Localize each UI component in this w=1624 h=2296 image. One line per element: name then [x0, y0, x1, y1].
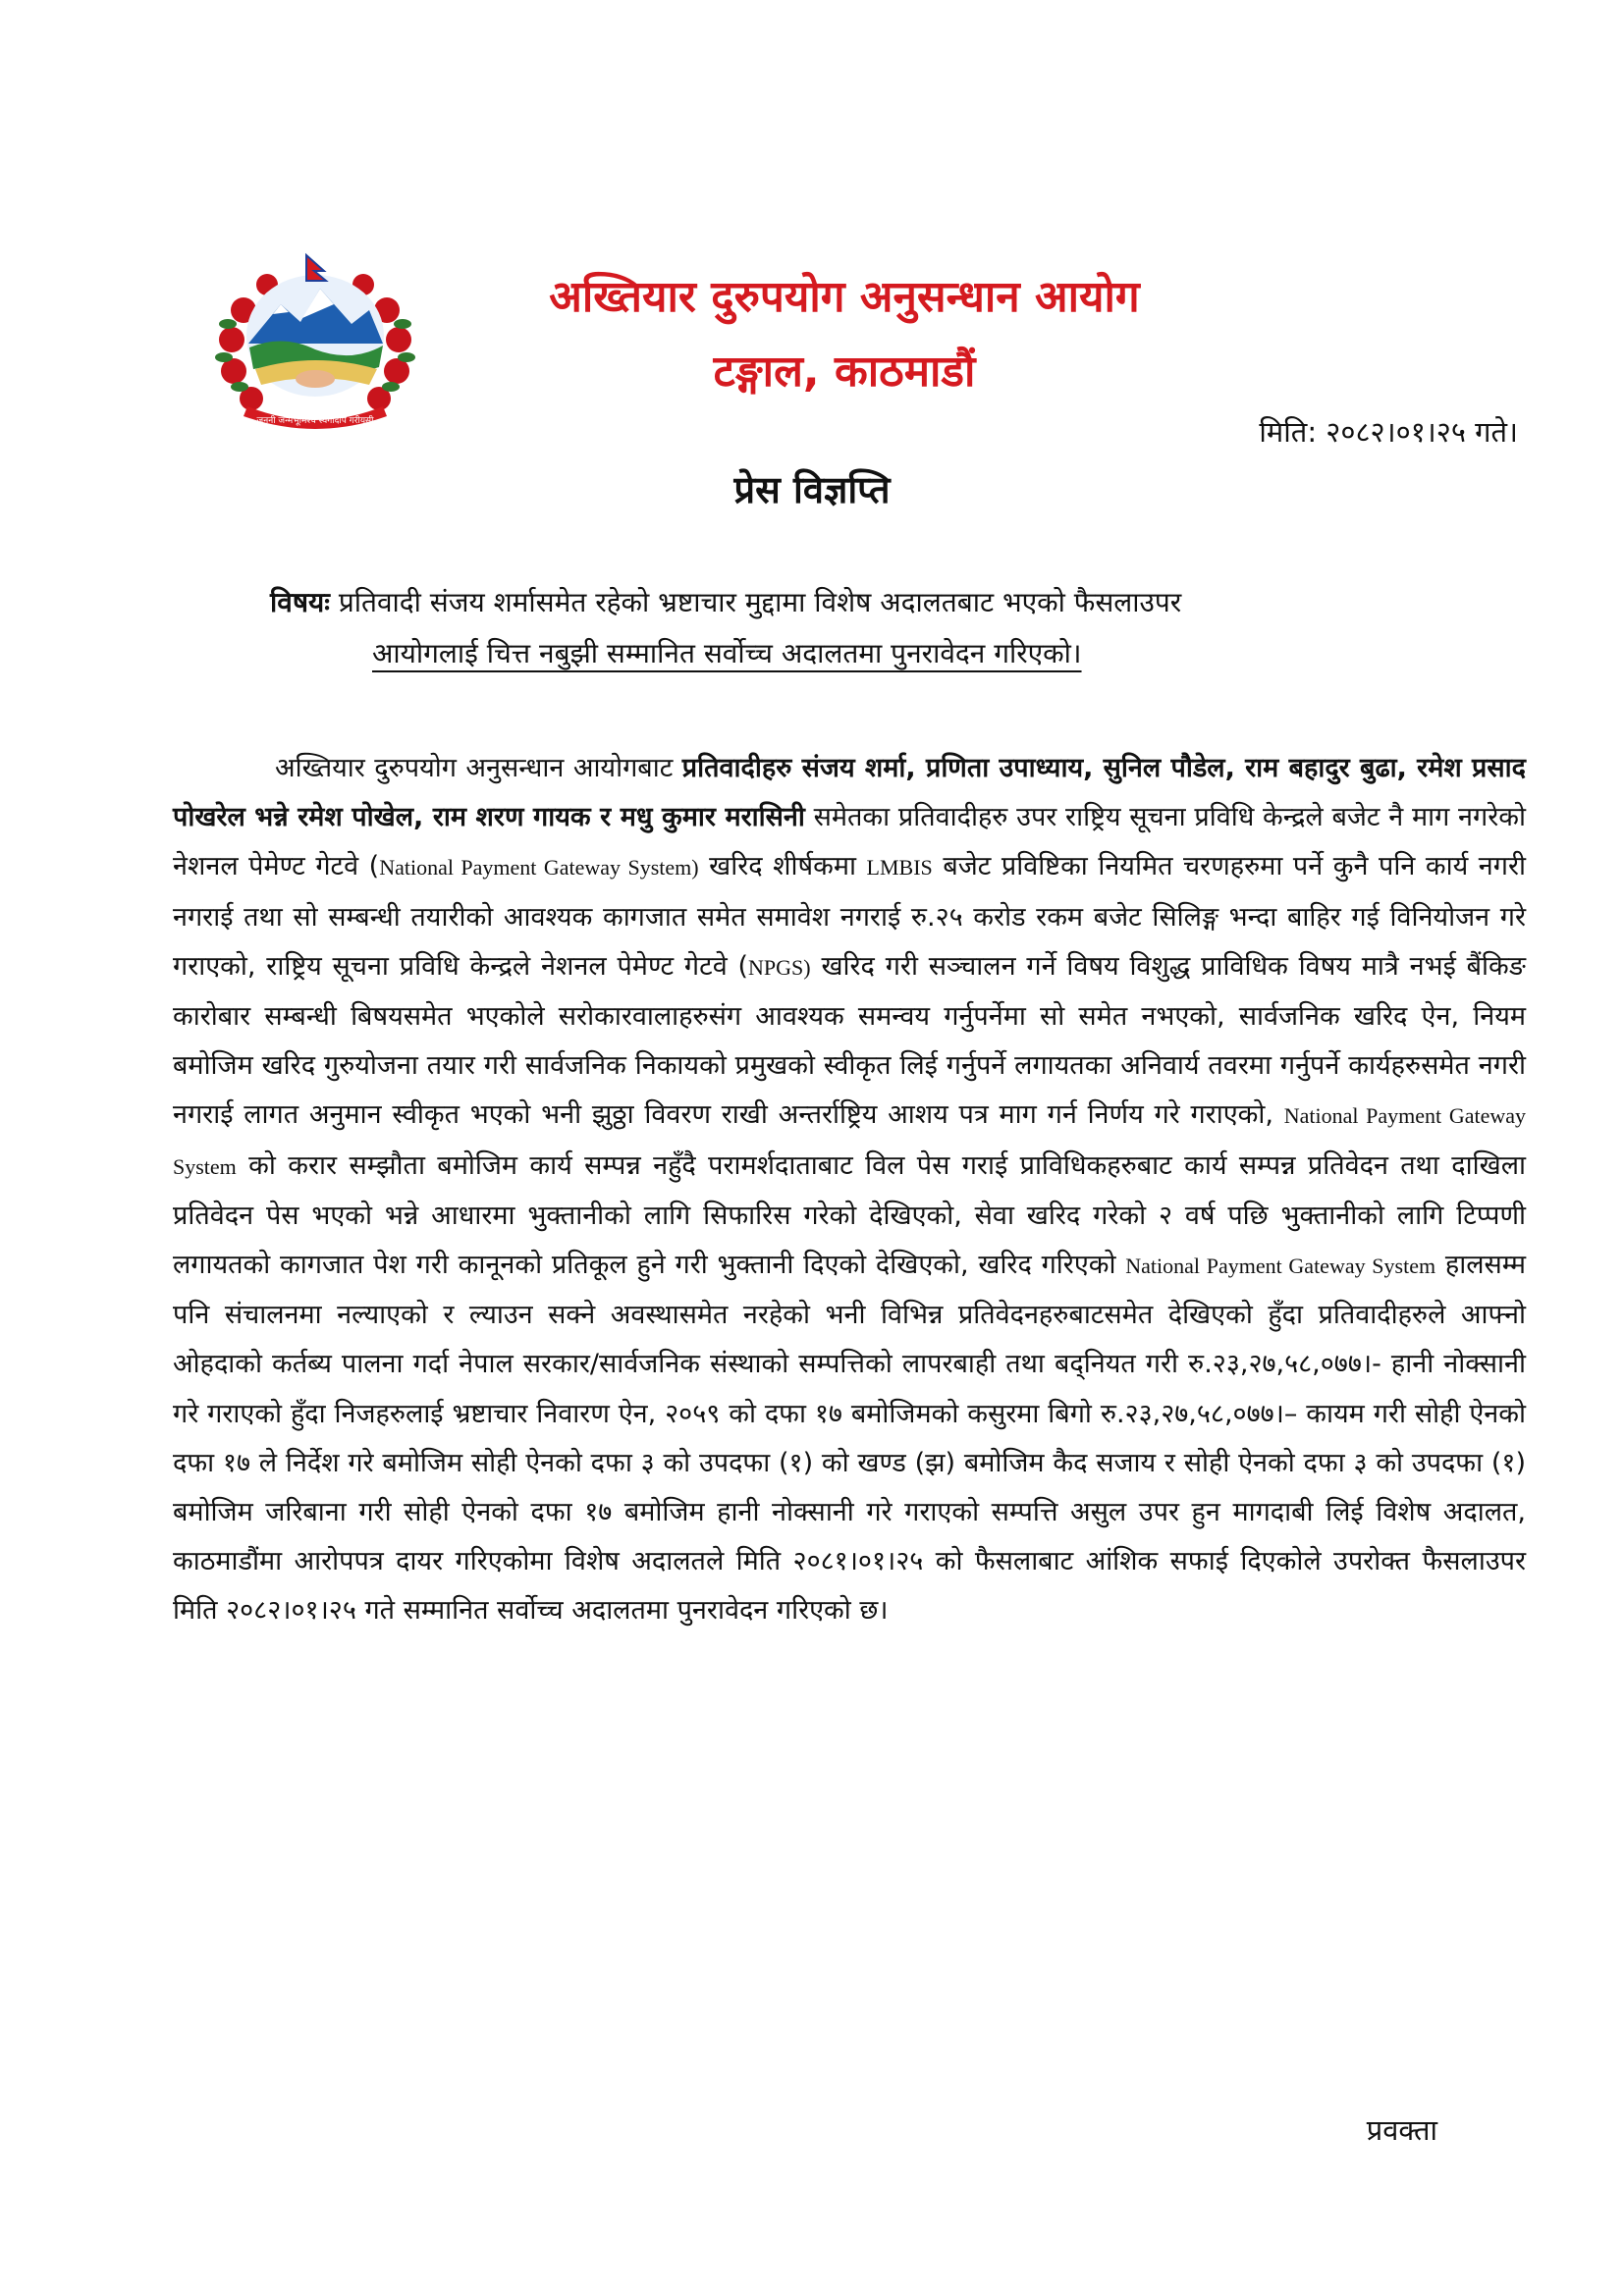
organization-location: टङ्गाल, काठमाडौं: [713, 347, 976, 397]
body-english-term: NPGS): [748, 954, 811, 980]
body-english-term: National Payment Gateway System: [1125, 1254, 1436, 1279]
body-segment: समेतका प्रतिवादीहरु उपर राष्ट्रिय सूचना प्रविधि केन्द्रले बजेट नै माग नगरेको नेशनल पेमेण्ट गेटवे (: [173, 802, 1526, 882]
defendants-names: प्रतिवादीहरु संजय शर्मा, प्रणिता उपाध्याय, सुनिल पौडेल, राम बहादुर बुढा, रमेश प्रसाद पोखरेल भन्ने रमेश पोखेल, राम शरण गायक र मधु कुमार मरासिनी: [173, 753, 1526, 833]
organization-name: अख्तियार दुरुपयोग अनुसन्धान आयोग: [549, 272, 1140, 322]
spokesperson-signature: प्रवक्ता: [1366, 2113, 1437, 2147]
body-segment: बजेट प्रविष्टिका नियमित चरणहरुमा पर्ने कुनै पनि कार्य नगरी नगराई तथा सो सम्बन्धी तयारीको आवश्यक कागजात समेत समावेश नगराई रु.२५ करोड रकम बजेट सिलिङ्ग भन्दा बाहिर गई विनियोजन गरे गराएको, राष्ट्रिय सूचना प्रविधि केन्द्रले नेशनल पेमेण्ट गेटवे (: [173, 851, 1526, 982]
letterhead: [461, 263, 1227, 402]
body-segment: हालसम्म पनि संचालनमा नल्याएको र ल्याउन सक्ने अवस्थासमेत नरहेको भनी विभिन्न प्रतिवेदनहरुबाटसमेत देखिएको हुँदा प्रतिवादीहरुले आफ्नो ओहदाको कर्तब्य पालना गर्दा नेपाल सरकार/सार्वजनिक संस्थाको सम्पत्तिको लापरबाही तथा बद्नियत गरी रु.२३,२७,५८,०७७।- हानी नोक्सानी गरे गराएको हुँदा निजहरुलाई भ्रष्टाचार निवारण ऐन, २०५९ को दफा १७ बमोजिमको कसुरमा बिगो रु.२३,२७,५८,०७७।– कायम गरी सोही ऐनको दफा १७ ले निर्देश गरे बमोजिम सोही ऐनको दफा ३ को उपदफा (१) को खण्ड (झ) बमोजिम कैद सजाय र सोही ऐनको दफा ३ को उपदफा (१) बमोजिम जरिबाना गरी सोही ऐनको दफा १७ बमोजिम हानी नोक्सानी गरे गराएको सम्पत्ति असुल उपर हुन मागदाबी लिई विशेष अदालत, काठमाडौंमा आरोपपत्र दायर गरिएकोमा विशेष अदालतले मिति २०८१।०१।२५ को फैसलाबाट आंशिक सफाई दिएकोले उपरोक्त फैसलाउपर मिति २०८२।०१।२५ गते सम्मानित सर्वोच्च अदालतमा पुनरावेदन गरिएको छ।: [173, 1250, 1526, 1627]
subject-text-line2: आयोगलाई चित्त नबुझी सम्मानित सर्वोच्च अदालतमा पुनरावेदन गरिएको।: [372, 637, 1082, 669]
body-segment: खरिद गरी सञ्चालन गर्ने विषय विशुद्ध प्राविधिक विषय मात्रै नभई बैंकिङ कारोबार सम्बन्धी बिषयसमेत भएकोले सरोकारवालाहरुसंग आवश्यक समन्वय गर्नुपर्नेमा सो समेत नभएको, सार्वजनिक खरिद ऐन, नियम बमोजिम खरिद गुरुयोजना तयार गरी सार्वजनिक निकायको प्रमुखको स्वीकृत लिई गर्नुपर्ने लगायतका अनिवार्य तवरमा गर्नुपर्ने कार्यहरुसमेत नगरी नगराई लागत अनुमान स्वीकृत भएको भनी झुठ्ठा विवरण राखी अन्तर्राष्ट्रिय आशय पत्र माग गर्न निर्णय गरे गराएको,: [173, 950, 1526, 1131]
subject-text-line1: प्रतिवादी संजय शर्मासमेत रहेको भ्रष्टाचार मुद्दामा विशेष अदालतबाट भएको फैसलाउपर: [338, 586, 1182, 618]
body-english-term: National Payment Gateway System: [173, 1103, 1526, 1179]
document-date: मिति: २०८२।०१।२५ गते।: [1259, 415, 1518, 449]
nepal-government-emblem-icon: [204, 241, 426, 434]
body-segment: अख्तियार दुरुपयोग अनुसन्धान आयोगबाट: [275, 753, 674, 783]
body-english-term: National Payment Gateway System): [379, 855, 699, 881]
body-segment: को करार सम्झौता बमोजिम कार्य सम्पन्न नहुँदै परामर्शदाताबाट विल पेस गराई प्राविधिकहरुबाट कार्य सम्पन्न प्रतिवेदन तथा दाखिला प्रतिवेदन पेस भएको भन्ने आधारमा भुक्तानीको लागि सिफारिस गरेको देखिएको, सेवा खरिद गरेको २ वर्ष पछि भुक्तानीको लागि टिप्पणी लगायतको कागजात पेश गरी कानूनको प्रतिकूल हुने गरी भुक्तानी दिएको देखिएको, खरिद गरिएको: [173, 1149, 1526, 1281]
body-segment: खरिद शीर्षकमा: [709, 851, 856, 882]
emblem-motto: जननी जन्मभूमिश्च स्वर्गादपि गरीयसी: [256, 416, 374, 426]
body-paragraph: [173, 744, 1526, 1636]
subject-label: विषयः: [270, 586, 330, 618]
document-title: प्रेस विज्ञप्ति: [733, 468, 891, 511]
subject-block: [270, 577, 1527, 679]
body-english-term: LMBIS: [866, 855, 933, 881]
